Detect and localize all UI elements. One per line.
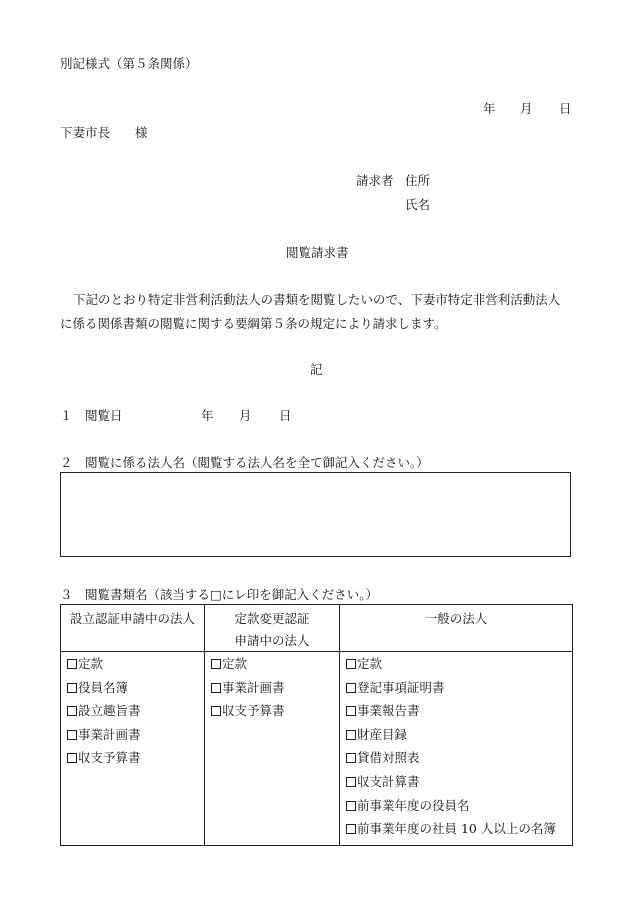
item1-day-label: 日 xyxy=(279,408,292,423)
checkbox-item[interactable]: 前事業年度の役員名 xyxy=(340,798,572,822)
header-general xyxy=(340,605,573,652)
header-amendment xyxy=(205,605,340,652)
requester-address-label: 住所 xyxy=(405,173,431,188)
header-amendment-line1: 定款変更認証 xyxy=(234,611,310,626)
ki-heading: 記 xyxy=(310,362,323,377)
header-amendment-line2: 申請中の法人 xyxy=(234,633,310,648)
checkbox-icon[interactable] xyxy=(346,683,356,693)
checkbox-icon[interactable] xyxy=(346,706,356,716)
column-general xyxy=(340,652,573,846)
document-title: 閲覧請求書 xyxy=(286,245,349,260)
date-day-label: 日 xyxy=(559,101,572,116)
checkbox-icon[interactable] xyxy=(211,683,221,693)
column-amendment xyxy=(205,652,340,846)
checkbox-item[interactable]: 収支予算書 xyxy=(205,703,339,727)
item3-label: ３ 閲覧書類名（該当する□にレ印を御記入ください。） xyxy=(60,587,379,602)
checkbox-item[interactable]: 定款 xyxy=(61,656,204,680)
checkbox-item[interactable]: 事業報告書 xyxy=(340,703,572,727)
checkbox-icon[interactable] xyxy=(211,659,221,669)
checkbox-icon[interactable] xyxy=(67,683,77,693)
corporation-name-box[interactable] xyxy=(60,472,571,557)
checkbox-item[interactable]: 事業計画書 xyxy=(61,727,204,751)
checkbox-icon[interactable] xyxy=(346,824,356,834)
header-establishment-text: 設立認証申請中の法人 xyxy=(69,611,195,626)
column-establishment xyxy=(61,652,205,846)
checkbox-item[interactable]: 定款 xyxy=(340,656,572,680)
checkbox-item[interactable]: 前事業年度の社員 10 人以上の名簿 xyxy=(340,821,572,845)
checkbox-icon[interactable] xyxy=(346,801,356,811)
checkbox-icon[interactable] xyxy=(67,730,77,740)
checkbox-item[interactable]: 役員名簿 xyxy=(61,680,204,704)
document-type-table xyxy=(60,604,573,846)
checkbox-icon[interactable] xyxy=(346,777,356,787)
body-text-line-1: 下記のとおり特定非営利活動法人の書類を閲覧したいので、下妻市特定非営利活動法人 xyxy=(73,292,561,307)
checkbox-item[interactable]: 登記事項証明書 xyxy=(340,680,572,704)
checkbox-icon[interactable] xyxy=(67,753,77,763)
form-reference: 別記様式（第５条関係） xyxy=(60,56,198,71)
checkbox-item[interactable]: 設立趣旨書 xyxy=(61,703,204,727)
requester-label: 請求者 xyxy=(356,173,394,188)
item1-month-label: 月 xyxy=(239,408,252,423)
checkbox-item[interactable]: 定款 xyxy=(205,656,339,680)
table-body-row xyxy=(61,652,573,846)
item2-label: ２ 閲覧に係る法人名（閲覧する法人名を全て御記入ください。） xyxy=(60,455,429,470)
addressee: 下妻市長 様 xyxy=(60,125,148,140)
table-header-row xyxy=(61,605,573,652)
checkbox-item[interactable]: 事業計画書 xyxy=(205,680,339,704)
checkbox-icon[interactable] xyxy=(67,706,77,716)
header-establishment xyxy=(61,605,205,652)
item1-year-label: 年 xyxy=(201,408,214,423)
checkbox-item[interactable]: 収支計算書 xyxy=(340,774,572,798)
checkbox-item[interactable]: 貸借対照表 xyxy=(340,750,572,774)
item1-label: １ 閲覧日 xyxy=(60,408,123,423)
checkbox-icon[interactable] xyxy=(211,706,221,716)
checkbox-icon[interactable] xyxy=(346,730,356,740)
checkbox-item[interactable]: 財産目録 xyxy=(340,727,572,751)
date-month-label: 月 xyxy=(520,101,533,116)
date-year-label: 年 xyxy=(483,101,496,116)
body-text-line-2: に係る関係書類の閲覧に関する要綱第５条の規定により請求します。 xyxy=(60,316,447,331)
checkbox-icon[interactable] xyxy=(346,753,356,763)
header-general-text: 一般の法人 xyxy=(424,611,488,626)
checkbox-item[interactable]: 収支予算書 xyxy=(61,750,204,774)
checkbox-icon[interactable] xyxy=(67,659,77,669)
checkbox-icon[interactable] xyxy=(346,659,356,669)
requester-name-label: 氏名 xyxy=(405,197,431,212)
